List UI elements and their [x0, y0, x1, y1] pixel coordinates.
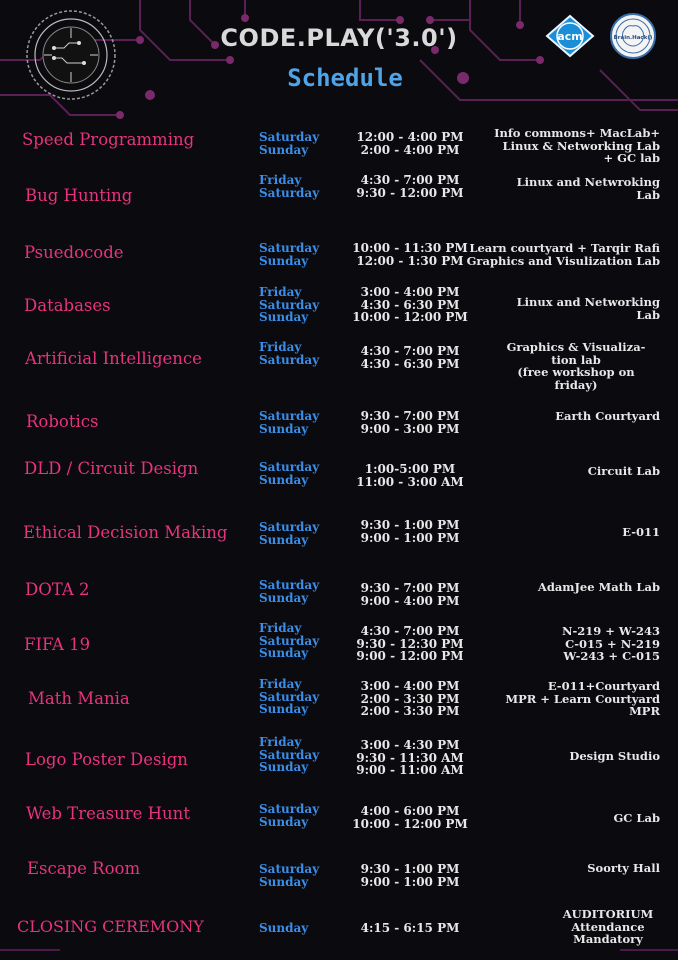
event-days: Friday Saturday Sunday	[259, 285, 320, 324]
event-times: 9:30 - 7:00 PM 9:00 - 3:00 PM	[360, 409, 460, 436]
event-times: 9:30 - 1:00 PM 9:00 - 1:00 PM	[360, 862, 460, 889]
event-times: 1:00-5:00 PM 11:00 - 3:00 AM	[356, 462, 464, 489]
event-name: Psuedocode	[24, 243, 124, 262]
event-days: Saturday Sunday	[259, 862, 320, 889]
event-name: Robotics	[26, 412, 99, 431]
event-venue: Linux and Networking Lab	[516, 295, 660, 322]
event-name: Databases	[24, 296, 111, 315]
event-name: Math Mania	[28, 689, 130, 708]
event-times: 3:00 - 4:30 PM 9:30 - 11:30 AM 9:00 - 11:00 AM	[356, 738, 464, 777]
event-days: Friday Saturday Sunday	[259, 735, 320, 774]
event-name: DOTA 2	[25, 580, 90, 599]
event-name: Ethical Decision Making	[23, 523, 228, 542]
event-times: 3:00 - 4:00 PM 2:00 - 3:30 PM 2:00 - 3:30 PM	[360, 679, 460, 718]
event-venue: Graphics & Visualiza- tion lab (free workshop on friday)	[506, 340, 646, 392]
event-venue: N-219 + W-243 C-015 + N-219 W-243 + C-015	[562, 624, 660, 663]
event-times: 4:00 - 6:00 PM 10:00 - 12:00 PM	[352, 804, 468, 831]
brainhack-logo-text: Brain.Hack()	[613, 35, 653, 41]
event-name: Web Treasure Hunt	[26, 804, 190, 823]
event-venue: Info commons+ MacLab+ Linux & Networking Lab + GC lab	[494, 126, 660, 165]
event-times: 9:30 - 1:00 PM 9:00 - 1:00 PM	[360, 518, 460, 545]
event-venue: E-011+Courtyard MPR + Learn Courtyard MPR	[505, 679, 660, 718]
event-venue: Design Studio	[569, 749, 660, 763]
event-name: Artificial Intelligence	[25, 349, 202, 368]
event-venue: Linux and Netwroking Lab	[516, 175, 660, 202]
event-venue: Learn courtyard + Tarqir Rafi Graphics and Visulization Lab	[466, 241, 660, 268]
event-days: Saturday Sunday	[259, 802, 320, 829]
event-venue: Earth Courtyard	[555, 409, 660, 423]
event-times: 4:30 - 7:00 PM 4:30 - 6:30 PM	[360, 344, 460, 371]
event-name: DLD / Circuit Design	[24, 459, 199, 478]
event-name: CLOSING CEREMONY	[17, 917, 204, 936]
event-venue: AUDITORIUM Attendance Mandatory	[562, 907, 654, 946]
event-times: 4:30 - 7:00 PM 9:30 - 12:30 PM 9:00 - 12:00 PM	[356, 624, 464, 663]
acm-logo-text: acm	[557, 30, 583, 43]
event-name: FIFA 19	[24, 635, 91, 654]
event-days: Saturday Sunday	[259, 241, 320, 268]
event-days: Sunday	[259, 921, 309, 935]
event-name: Escape Room	[27, 859, 141, 878]
event-times: 12:00 - 4:00 PM 2:00 - 4:00 PM	[356, 130, 464, 157]
event-times: 4:30 - 7:00 PM 9:30 - 12:00 PM	[356, 173, 464, 200]
event-days: Saturday Sunday	[259, 578, 320, 605]
event-times: 4:15 - 6:15 PM	[360, 921, 460, 935]
event-name: Logo Poster Design	[25, 750, 188, 769]
event-venue: GC Lab	[613, 811, 660, 825]
event-name: Bug Hunting	[25, 186, 133, 205]
page-title: CODE.PLAY('3.0')	[220, 24, 458, 52]
event-days: Saturday Sunday	[259, 520, 320, 547]
event-venue: E-011	[622, 525, 660, 539]
page-subtitle: Schedule	[287, 64, 403, 92]
event-days: Friday Saturday Sunday	[259, 677, 320, 716]
event-times: 9:30 - 7:00 PM 9:00 - 4:00 PM	[360, 581, 460, 608]
event-name: Speed Programming	[22, 130, 195, 149]
event-venue: AdamJee Math Lab	[537, 580, 660, 594]
event-days: Friday Saturday	[259, 173, 320, 200]
event-days: Friday Saturday Sunday	[259, 621, 320, 660]
event-days: Friday Saturday	[259, 340, 320, 367]
event-days: Saturday Sunday	[259, 409, 320, 436]
event-times: 10:00 - 11:30 PM 12:00 - 1:30 PM	[352, 241, 468, 268]
event-times: 3:00 - 4:00 PM 4:30 - 6:30 PM 10:00 - 12:00 PM	[352, 285, 468, 324]
event-venue: Circuit Lab	[587, 464, 660, 478]
event-days: Saturday Sunday	[259, 460, 320, 487]
event-venue: Soorty Hall	[587, 861, 660, 875]
event-days: Saturday Sunday	[259, 130, 320, 157]
